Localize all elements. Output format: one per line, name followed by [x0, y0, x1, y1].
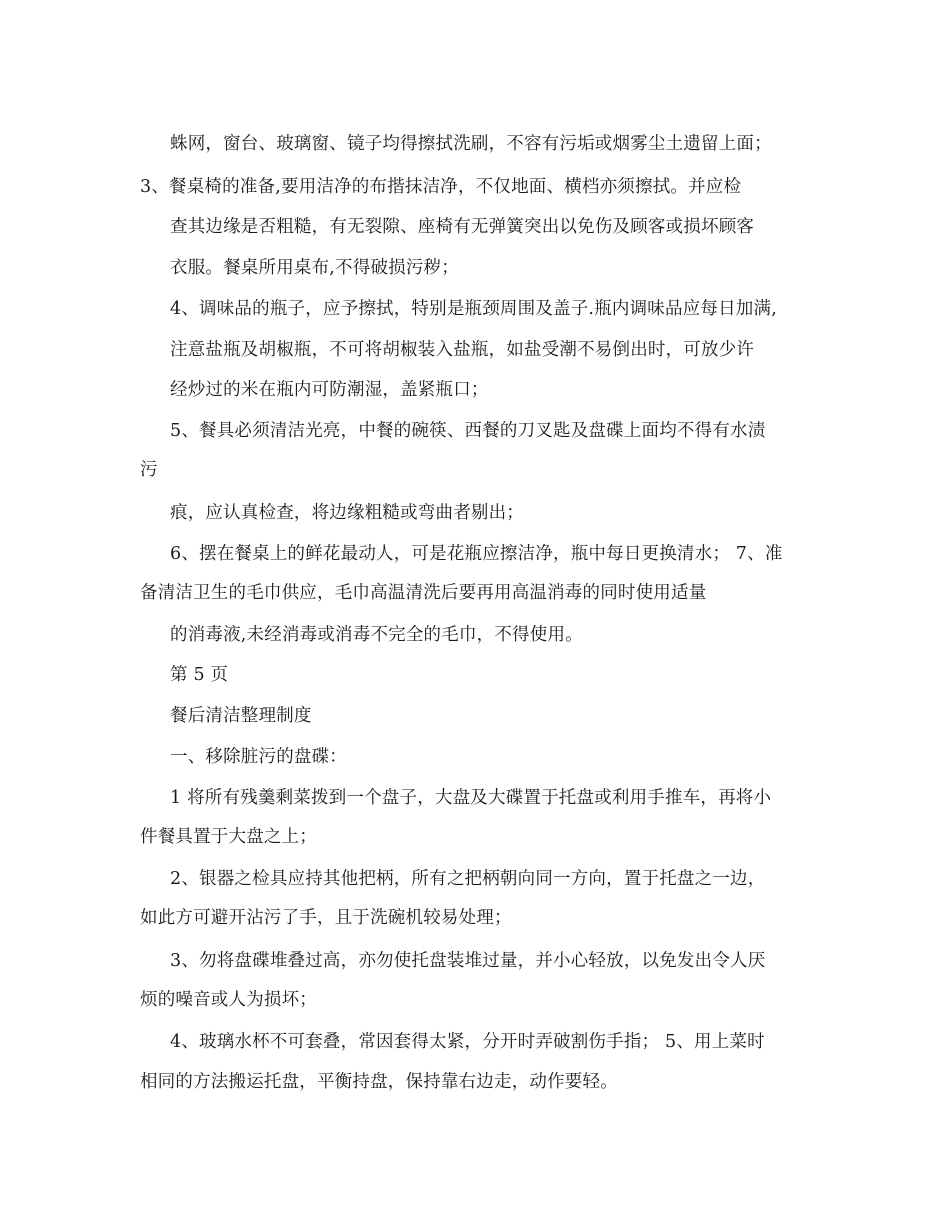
text-line: 烦的噪音或人为损坏；	[140, 990, 317, 1010]
text-line: 3、餐桌椅的准备,要用洁净的布揩抹洁净，不仅地面、横档亦须擦拭。并应检	[140, 177, 742, 197]
section-title: 餐后清洁整理制度	[170, 706, 312, 726]
text-line: 4、调味品的瓶子，应予擦拭，特别是瓶颈周围及盖子.瓶内调味品应每日加满,	[170, 299, 777, 319]
text-line: 蛛网，窗台、玻璃窗、镜子均得擦拭洗刷，不容有污垢或烟雾尘土遗留上面；	[170, 134, 772, 154]
section-heading: 一、移除脏污的盘碟：	[170, 747, 347, 767]
text-line: 污	[140, 460, 158, 480]
text-line: 件餐具置于大盘之上；	[140, 827, 317, 847]
text-line: 5、餐具必须清洁光亮，中餐的碗筷、西餐的刀叉匙及盘碟上面均不得有水渍	[170, 421, 766, 441]
text-line: 如此方可避开沾污了手，且于洗碗机较易处理；	[140, 908, 512, 928]
text-line: 的消毒液,未经消毒或消毒不完全的毛巾，不得使用。	[170, 625, 583, 645]
text-line: 1 将所有残羹剩菜拨到一个盘子，大盘及大碟置于托盘或利用手推车，再将小	[170, 788, 772, 808]
text-line: 查其边缘是否粗糙，有无裂隙、座椅有无弹簧突出以免伤及顾客或损坏顾客	[170, 217, 755, 237]
text-line: 备清洁卫生的毛巾供应，毛巾高温清洗后要再用高温消毒的同时使用适量	[140, 583, 707, 603]
text-line: 2、银器之检具应持其他把柄，所有之把柄朝向同一方向，置于托盘之一边，	[170, 869, 766, 889]
text-line: 4、玻璃水杯不可套叠，常因套得太紧，分开时弄破割伤手指； 5、用上菜时	[170, 1032, 765, 1052]
text-line: 衣服。餐桌所用桌布,不得破损污秽；	[170, 258, 459, 278]
page-number: 第 5 页	[170, 665, 229, 685]
text-line: 6、摆在餐桌上的鲜花最动人，可是花瓶应擦洁净，瓶中每日更换清水； 7、准	[170, 544, 783, 564]
text-line: 经炒过的米在瓶内可防潮湿，盖紧瓶口；	[170, 380, 489, 400]
text-line: 痕，应认真检查，将边缘粗糙或弯曲者剔出；	[170, 503, 524, 523]
text-line: 3、勿将盘碟堆叠过高，亦勿使托盘装堆过量，并小心轻放，以免发出令人厌	[170, 951, 766, 971]
text-line: 相同的方法搬运托盘，平衡持盘，保持靠右边走，动作要轻。	[140, 1072, 618, 1092]
text-line: 注意盐瓶及胡椒瓶，不可将胡椒装入盐瓶，如盐受潮不易倒出时，可放少许	[170, 340, 755, 360]
